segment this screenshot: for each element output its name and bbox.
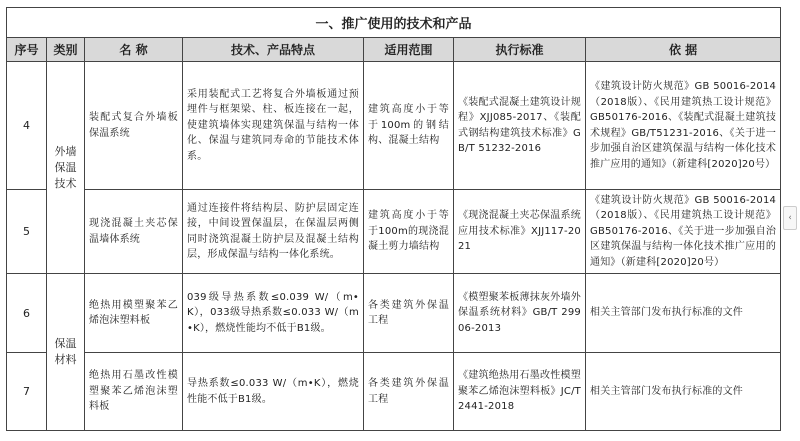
- item-name: 绝热用模塑聚苯乙烯泡沫塑料板: [85, 274, 183, 353]
- table-row: [7, 190, 781, 274]
- item-basis: 相关主管部门发布执行标准的文件: [586, 274, 781, 353]
- table-row: [7, 274, 781, 353]
- document-table-wrapper: [6, 7, 780, 431]
- header-scope: 适用范围: [364, 38, 454, 62]
- header-no: 序号: [7, 38, 47, 62]
- technology-table: [6, 7, 781, 431]
- row-number: 7: [7, 353, 47, 431]
- item-name: 现浇混凝土夹芯保温墙体系统: [85, 190, 183, 274]
- item-basis: 相关主管部门发布执行标准的文件: [586, 353, 781, 431]
- item-standard: 《模塑聚苯板薄抹灰外墙外保温系统材料》GB/T 29906-2013: [454, 274, 586, 353]
- item-scope: 各类建筑外保温工程: [364, 274, 454, 353]
- table-title-row: [7, 8, 781, 38]
- item-scope: 建筑高度小于等于100m的现浇混凝土剪力墙结构: [364, 190, 454, 274]
- item-features: 采用装配式工艺将复合外墙板通过预埋件与框架梁、柱、板连接在一起，使建筑墙体实现建筑保温与结构一体化、保温与建筑同寿命的节能技术体系。: [183, 62, 364, 190]
- item-scope: 各类建筑外保温工程: [364, 353, 454, 431]
- header-category: 类别: [47, 38, 85, 62]
- header-features: 技术、产品特点: [183, 38, 364, 62]
- row-number: 5: [7, 190, 47, 274]
- item-standard: 《建筑绝热用石墨改性模塑聚苯乙烯泡沫塑料板》JC/T 2441-2018: [454, 353, 586, 431]
- item-basis: 《建筑设计防火规范》GB 50016-2014（2018版）、《民用建筑热工设计规范》GB50176-2016、《关于进一步加强自治区建筑保温与结构一体化技术推广应用的通知》（新建科[2020]20号）: [586, 190, 781, 274]
- item-standard: 《装配式混凝土建筑设计规程》XJJ085-2017、《装配式钢结构建筑技术标准》GB/T 51232-2016: [454, 62, 586, 190]
- table-row: [7, 353, 781, 431]
- item-features: 通过连接件将结构层、防护层固定连接，中间设置保温层，在保温层两侧同时浇筑混凝土防护层及混凝土结构层，形成保温与结构一体化系统。: [183, 190, 364, 274]
- item-features: 039级导热系数≤0.039 W/（m•K），033级导热系数≤0.033 W/（m•K），燃烧性能均不低于B1级。: [183, 274, 364, 353]
- item-scope: 建筑高度小于等于100m的钢结构、混凝土结构: [364, 62, 454, 190]
- item-name: 绝热用石墨改性模塑聚苯乙烯泡沫塑料板: [85, 353, 183, 431]
- item-standard: 《现浇混凝土夹芯保温系统应用技术标准》XJJ117-2021: [454, 190, 586, 274]
- row-number: 4: [7, 62, 47, 190]
- table-row: [7, 62, 781, 190]
- header-standard: 执行标准: [454, 38, 586, 62]
- item-features: 导热系数≤0.033 W/（m•K），燃烧性能不低于B1级。: [183, 353, 364, 431]
- table-title: 一、推广使用的技术和产品: [7, 8, 781, 38]
- item-basis: 《建筑设计防火规范》GB 50016-2014（2018版）、《民用建筑热工设计规范》GB50176-2016、《装配式混凝土建筑技术规程》GB/T51231-2016、《关于进一步加强自治区建筑保温与结构一体化技术推广应用的通知》（新建科[2020]20号）: [586, 62, 781, 190]
- row-number: 6: [7, 274, 47, 353]
- chevron-left-icon[interactable]: ‹: [783, 206, 797, 230]
- header-name: 名 称: [85, 38, 183, 62]
- header-row: [7, 38, 781, 62]
- header-basis: 依 据: [586, 38, 781, 62]
- category-cell: 外墙保温技术: [47, 62, 85, 274]
- category-cell: 保温材料: [47, 274, 85, 431]
- item-name: 装配式复合外墙板保温系统: [85, 62, 183, 190]
